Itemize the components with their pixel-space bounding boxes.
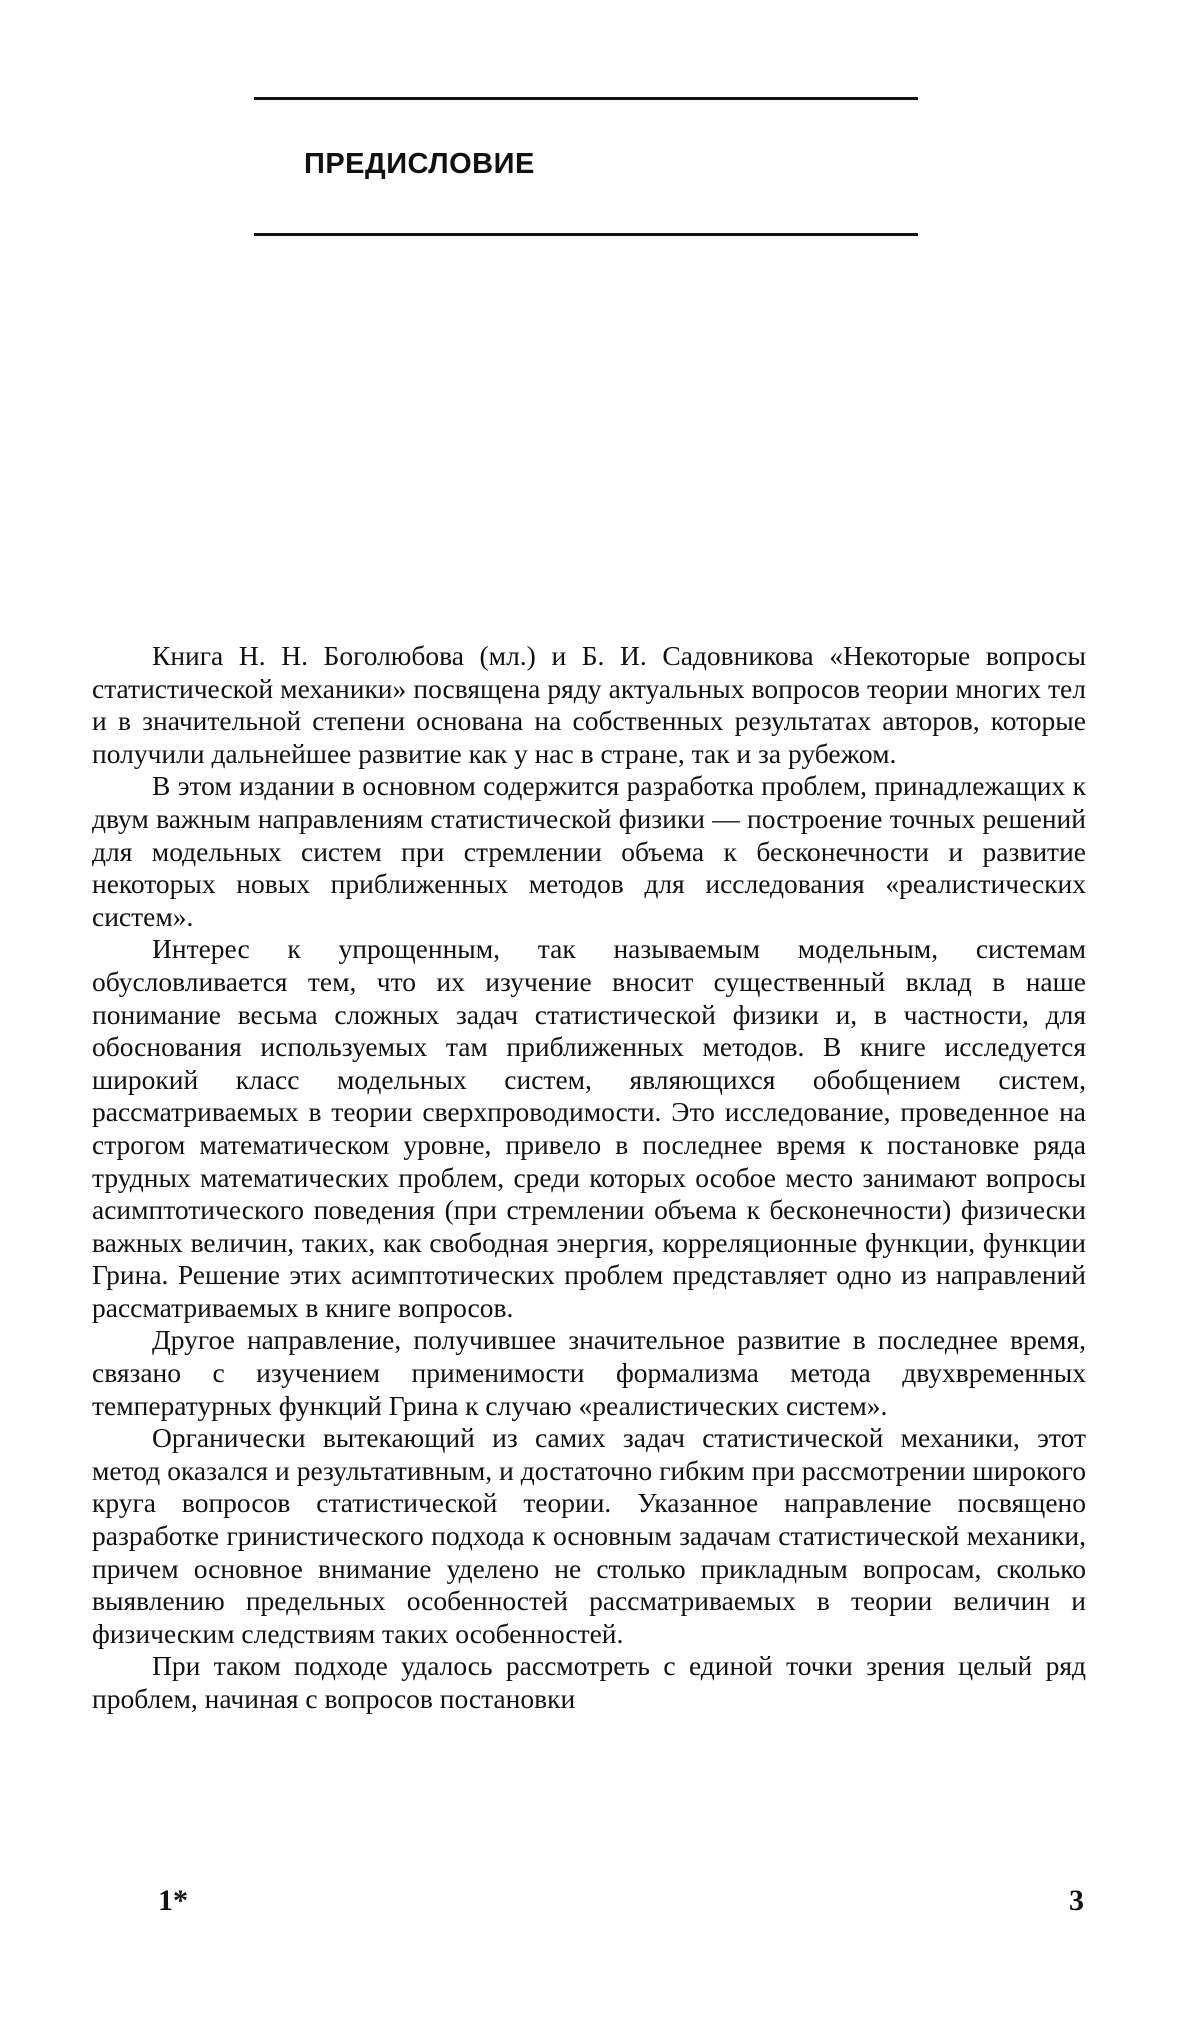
paragraph-3: Интерес к упрощенным, так называемым модельным, системам обусловливается тем, что их изучение вносит существенный вклад в наше понимание весьма сложных задач статистической физики и, в частности, для обоснования используемых там приближенных методов. В книге исследуется широкий класс модельных систем, являющихся обобщением систем, рассматриваемых в теории сверхпроводимости. Это исследование, проведенное на строгом математическом уровне, привело в последнее время к постановке ряда трудных математических проблем, среди которых особое место занимают вопросы асимптотического поведения (при стремлении объема к бесконечности) физически важных величин, таких, как свободная энергия, корреляционные функции, функции Грина. Решение этих асимптотических проблем представляет одно из направлений рассматриваемых в книге вопросов.: [92, 933, 1086, 1323]
preface-text: [92, 640, 1086, 1716]
signature-mark: 1*: [158, 1884, 188, 1917]
page-number: 3: [1069, 1884, 1084, 1917]
paragraph-6: При таком подходе удалось рассмотреть с единой точки зрения целый ряд проблем, начиная с вопросов постановки: [92, 1650, 1086, 1714]
paragraph-4: Другое направление, получившее значительное развитие в последнее время, связано с изучением применимости формализма метода двухвременных температурных функций Грина к случаю «реалистических систем».: [92, 1324, 1086, 1421]
paragraph-5: Органически вытекающий из самих задач статистической механики, этот метод оказался и результативным, и достаточно гибким при рассмотрении широкого круга вопросов статистической теории. Указанное направление посвящено разработке гринистического подхода к основным задачам статистической механики, причем основное внимание уделено не столько прикладным вопросам, сколько выявлению предельных особенностей рассматриваемых в теории величин и физическим следствиям таких особенностей.: [92, 1422, 1086, 1649]
paragraph-2: В этом издании в основном содержится разработка проблем, принадлежащих к двум важным направлениям статистической физики — построение точных решений для модельных систем при стремлении объема к бесконечности и развитие некоторых новых приближенных методов для исследования «реалистических систем».: [92, 770, 1086, 932]
top-rule: [254, 97, 918, 100]
page-title: ПРЕДИСЛОВИЕ: [304, 148, 535, 180]
paragraph-1: Книга Н. Н. Боголюбова (мл.) и Б. И. Садовникова «Некоторые вопросы статистической механики» посвящена ряду актуальных вопросов теории многих тел и в значительной степени основана на собственных результатах авторов, которые получили дальнейшее развитие как у нас в стране, так и за рубежом.: [92, 640, 1086, 769]
bottom-rule: [254, 233, 918, 236]
